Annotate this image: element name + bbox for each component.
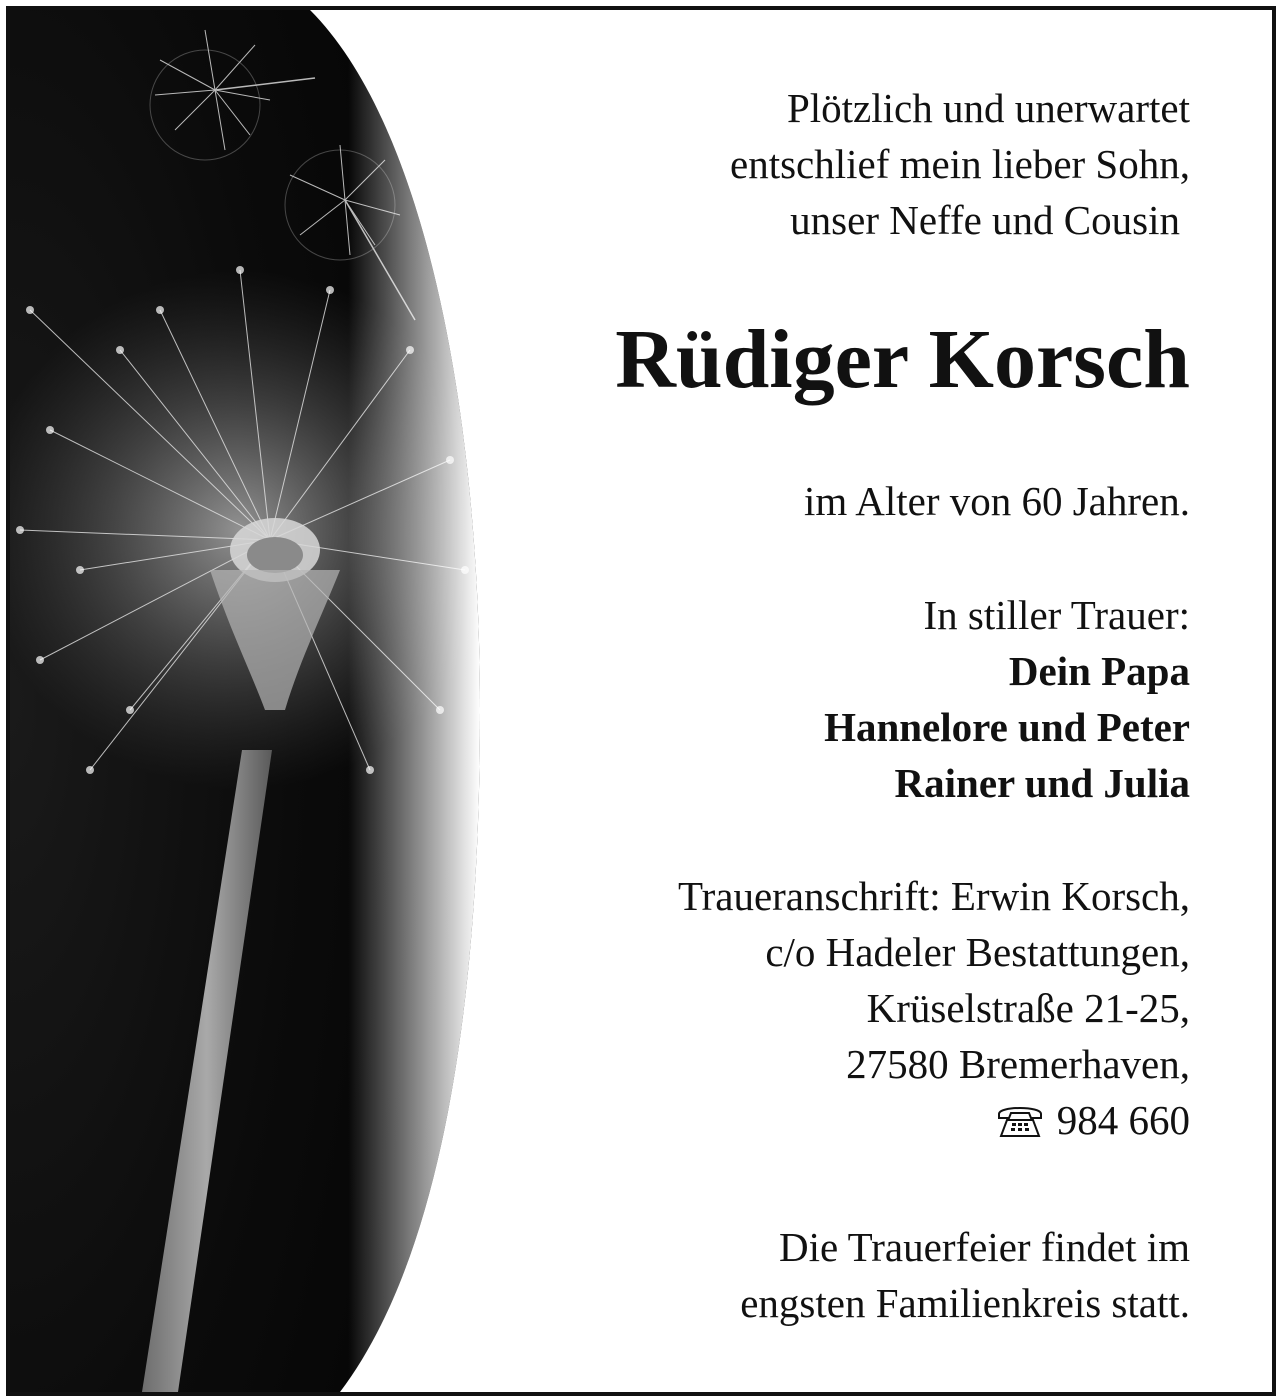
address-line: Krüselstraße 21-25,	[866, 985, 1190, 1031]
phone-number: 984 660	[1056, 1097, 1190, 1143]
age-line	[804, 473, 1190, 529]
mourning-address	[678, 868, 1190, 1148]
service-note	[740, 1219, 1190, 1331]
intro-line: Plötzlich und unerwartet	[786, 85, 1190, 131]
service-line: Die Trauerfeier findet im	[778, 1224, 1190, 1270]
address-line: Traueranschrift: Erwin Korsch,	[678, 873, 1190, 919]
deceased-name: Rüdiger Korsch	[615, 313, 1190, 406]
address-line: 27580 Bremerhaven,	[846, 1041, 1190, 1087]
mourners-block	[824, 587, 1190, 811]
service-line: engsten Familienkreis statt.	[740, 1280, 1190, 1326]
intro-line: entschlief mein lieber Sohn,	[730, 141, 1190, 187]
age-text: im Alter von 60 Jahren.	[803, 478, 1190, 524]
intro-text	[730, 80, 1190, 248]
telephone-icon	[995, 1100, 1045, 1140]
mourner-name: Hannelore und Peter	[824, 704, 1190, 750]
mourning-heading: In stiller Trauer:	[923, 592, 1190, 638]
intro-line: unser Neffe und Cousin	[790, 197, 1180, 243]
phone-row	[678, 1092, 1190, 1148]
mourner-name: Dein Papa	[1008, 648, 1190, 694]
obituary-frame	[6, 6, 1276, 1396]
mourner-name: Rainer und Julia	[894, 760, 1190, 806]
address-line: c/o Hadeler Bestattungen,	[765, 929, 1190, 975]
dandelion-seedhead-photo	[10, 10, 480, 1392]
